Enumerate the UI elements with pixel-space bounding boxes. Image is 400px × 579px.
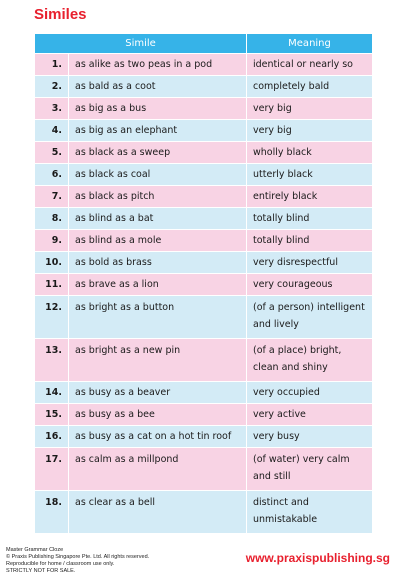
row-number: 13.	[35, 339, 69, 382]
row-number: 7.	[35, 186, 69, 208]
simile-text: as bold as brass	[69, 252, 247, 274]
table-row	[35, 448, 373, 491]
table-row	[35, 76, 373, 98]
publisher-link[interactable]: www.praxispublishing.sg	[245, 551, 390, 565]
footer-usage-line: Reproducible for home / classroom use only.	[6, 561, 115, 567]
row-number: 10.	[35, 252, 69, 274]
meaning-text: very busy	[247, 426, 373, 448]
meaning-text: very disrespectful	[247, 252, 373, 274]
table-row	[35, 186, 373, 208]
table-row	[35, 274, 373, 296]
simile-text: as busy as a beaver	[69, 382, 247, 404]
row-number: 4.	[35, 120, 69, 142]
table-row	[35, 54, 373, 76]
meaning-text: (of a place) bright, clean and shiny	[247, 339, 373, 382]
table-row	[35, 491, 373, 534]
simile-text: as alike as two peas in a pod	[69, 54, 247, 76]
table-row	[35, 98, 373, 120]
meaning-text: totally blind	[247, 208, 373, 230]
table-row	[35, 426, 373, 448]
page-title: Similes	[34, 6, 87, 23]
row-number: 14.	[35, 382, 69, 404]
meaning-text: very big	[247, 120, 373, 142]
meaning-text: very courageous	[247, 274, 373, 296]
simile-text: as bright as a new pin	[69, 339, 247, 382]
simile-text: as black as pitch	[69, 186, 247, 208]
simile-text: as brave as a lion	[69, 274, 247, 296]
row-number: 6.	[35, 164, 69, 186]
simile-text: as bright as a button	[69, 296, 247, 339]
table-row	[35, 208, 373, 230]
column-header-simile: Simile	[35, 34, 247, 54]
table-row	[35, 252, 373, 274]
simile-text: as blind as a mole	[69, 230, 247, 252]
table-row	[35, 120, 373, 142]
row-number: 11.	[35, 274, 69, 296]
meaning-text: utterly black	[247, 164, 373, 186]
meaning-text: entirely black	[247, 186, 373, 208]
row-number: 2.	[35, 76, 69, 98]
simile-text: as black as a sweep	[69, 142, 247, 164]
row-number: 1.	[35, 54, 69, 76]
meaning-text: (of a person) intelligent and lively	[247, 296, 373, 339]
similes-table	[34, 33, 373, 534]
table-row	[35, 339, 373, 382]
simile-text: as big as an elephant	[69, 120, 247, 142]
table-row	[35, 404, 373, 426]
meaning-text: very active	[247, 404, 373, 426]
row-number: 18.	[35, 491, 69, 534]
footer-sale-line: STRICTLY NOT FOR SALE.	[6, 568, 76, 574]
footer-copyright-line: © Praxis Publishing Singapore Pte. Ltd. All rights reserved.	[6, 554, 150, 560]
simile-text: as bald as a coot	[69, 76, 247, 98]
table-row	[35, 142, 373, 164]
simile-text: as busy as a cat on a hot tin roof	[69, 426, 247, 448]
column-header-meaning: Meaning	[247, 34, 373, 54]
meaning-text: (of water) very calm and still	[247, 448, 373, 491]
row-number: 3.	[35, 98, 69, 120]
simile-text: as clear as a bell	[69, 491, 247, 534]
row-number: 5.	[35, 142, 69, 164]
simile-text: as blind as a bat	[69, 208, 247, 230]
meaning-text: completely bald	[247, 76, 373, 98]
table-row	[35, 296, 373, 339]
footer-copyright	[6, 547, 149, 575]
footer-book-title: Master Grammar Cloze	[6, 547, 64, 553]
simile-text: as calm as a millpond	[69, 448, 247, 491]
meaning-text: distinct and unmistakable	[247, 491, 373, 534]
row-number: 9.	[35, 230, 69, 252]
row-number: 12.	[35, 296, 69, 339]
simile-text: as black as coal	[69, 164, 247, 186]
table-row	[35, 164, 373, 186]
meaning-text: very big	[247, 98, 373, 120]
meaning-text: wholly black	[247, 142, 373, 164]
table-row	[35, 382, 373, 404]
meaning-text: very occupied	[247, 382, 373, 404]
row-number: 17.	[35, 448, 69, 491]
row-number: 16.	[35, 426, 69, 448]
row-number: 8.	[35, 208, 69, 230]
meaning-text: totally blind	[247, 230, 373, 252]
meaning-text: identical or nearly so	[247, 54, 373, 76]
table-header-row	[35, 34, 373, 54]
simile-text: as big as a bus	[69, 98, 247, 120]
simile-text: as busy as a bee	[69, 404, 247, 426]
table-row	[35, 230, 373, 252]
row-number: 15.	[35, 404, 69, 426]
